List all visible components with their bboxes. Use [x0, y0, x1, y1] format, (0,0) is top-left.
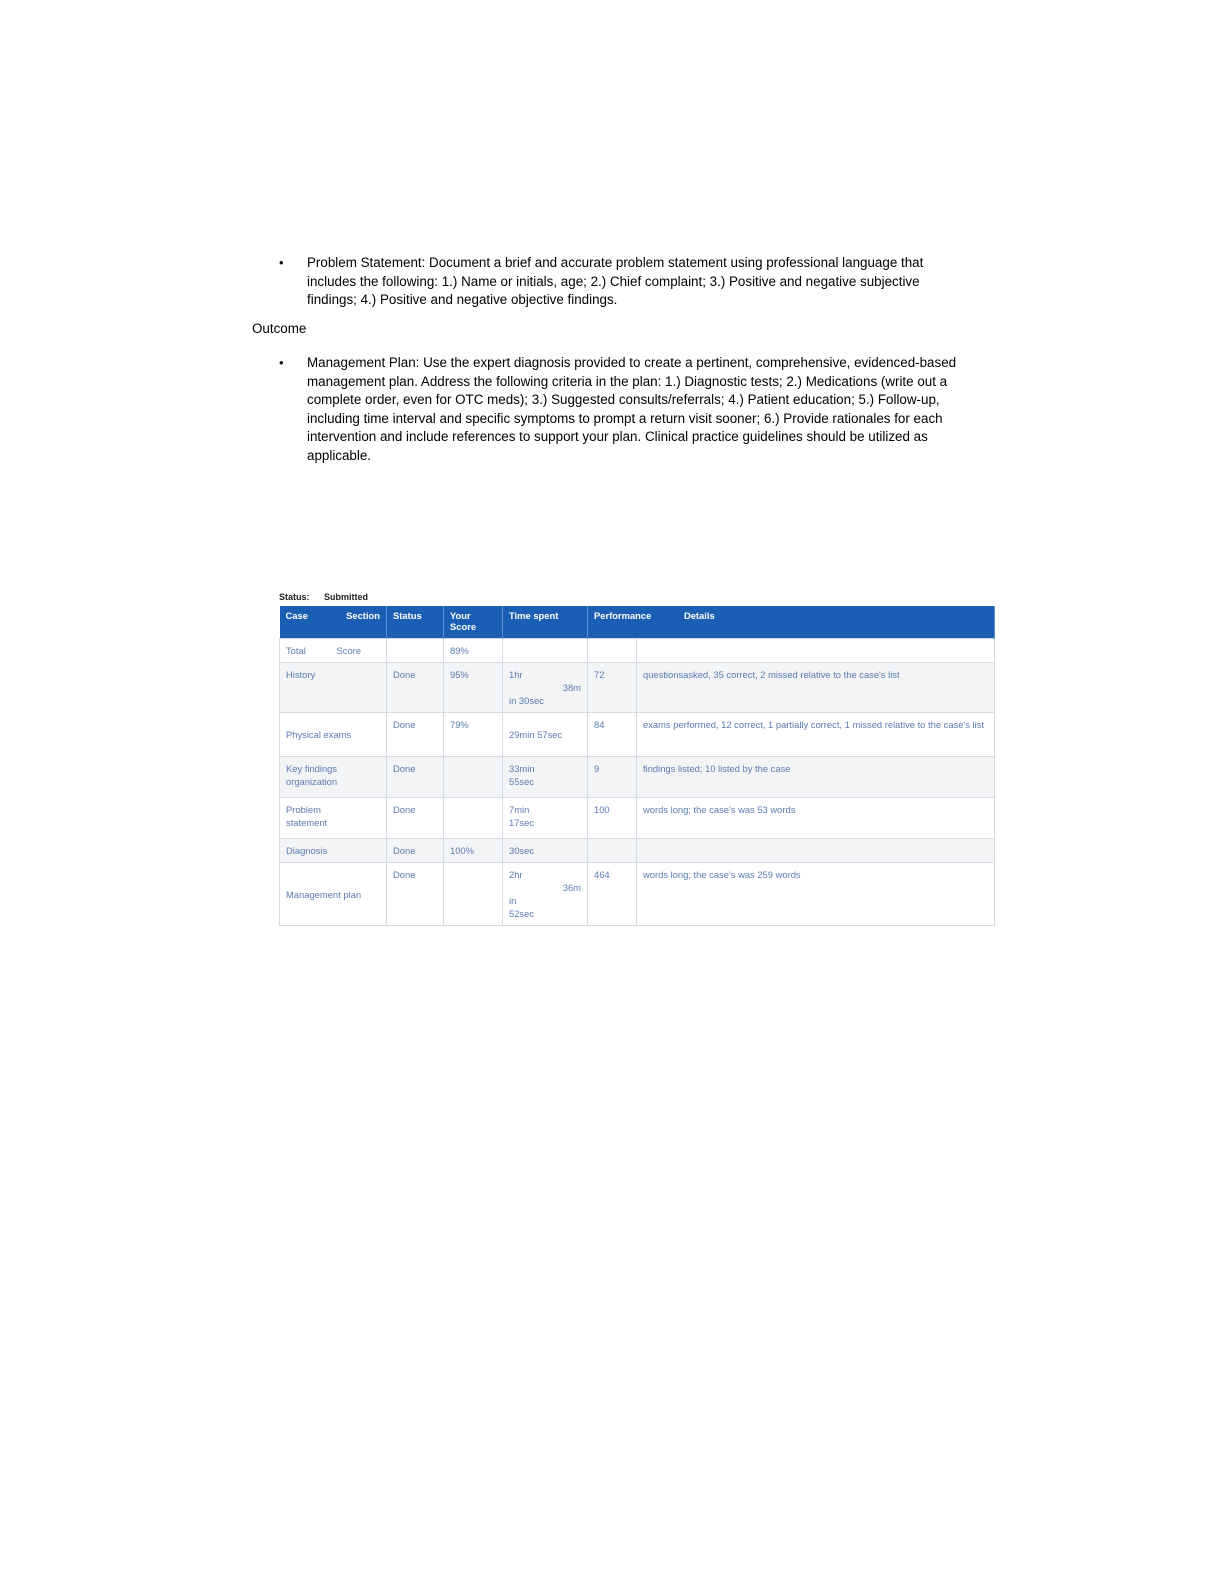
cell-score: 100%: [444, 839, 503, 863]
cell-status: Done: [387, 839, 444, 863]
header-status: Status: [387, 606, 444, 639]
cell-score: [444, 798, 503, 839]
cell-time: 30sec: [503, 839, 588, 863]
bullet-icon: •: [279, 355, 284, 370]
status-line: [279, 592, 368, 602]
cell-details: findings listed; 10 listed by the case: [637, 757, 995, 798]
header-performance: Performance: [594, 610, 652, 621]
cell-score: 89%: [444, 639, 503, 663]
table-header-row: [280, 606, 995, 639]
table-row-problem-statement: [280, 798, 995, 839]
bullet-text: Problem Statement: Document a brief and accurate problem statement using professional language that includes the following: 1.) Name or initials, age; 2.) Chief complaint; 3.) Positive and negative subjective findings; 4.) Positive and negative objective findings.: [307, 255, 924, 308]
table-row-management-plan: [280, 863, 995, 926]
bullet-text: Management Plan: Use the expert diagnosis provided to create a pertinent, comprehensive, evidenced-based management plan. Address the following criteria in the plan: 1.) Diagnostic tests; 2.) Medications (write out a complete order, even for OTC meds); 3.) Suggested consults/referrals; 4.) Patient education; 5.) Follow-up, including time interval and specific symptoms to prompt a return visit sooner; 6.) Provide rationales for each intervention and include references to support your plan. Clinical practice guidelines should be utilized as applicable.: [307, 355, 957, 463]
cell-section: History: [280, 663, 387, 713]
cell-status: Done: [387, 713, 444, 757]
section-heading-outcome: Outcome: [252, 321, 307, 336]
status-label: Status:: [279, 592, 310, 602]
cell-time: 1hr 38m in 30sec: [503, 663, 588, 713]
header-score: Your Score: [444, 606, 503, 639]
cell-time: 29min 57sec: [503, 713, 588, 757]
results-table: [279, 606, 995, 926]
cell-performance: 9: [588, 757, 637, 798]
cell-performance: 464: [588, 863, 637, 926]
cell-section: Diagnosis: [280, 839, 387, 863]
cell-score: 79%: [444, 713, 503, 757]
cell-details: [637, 639, 995, 663]
header-case-section: [280, 606, 387, 639]
cell-details: words long; the case's was 259 words: [637, 863, 995, 926]
cell-time: 2hr 36m in 52sec: [503, 863, 588, 926]
table-row-key-findings: [280, 757, 995, 798]
cell-performance: 84: [588, 713, 637, 757]
bullet-icon: •: [279, 255, 284, 270]
cell-status: [387, 639, 444, 663]
table-row-history: [280, 663, 995, 713]
cell-time: 7min 17sec: [503, 798, 588, 839]
cell-performance: [588, 839, 637, 863]
cell-status: Done: [387, 798, 444, 839]
header-details: Details: [683, 610, 715, 621]
cell-time: [503, 639, 588, 663]
cell-section: Management plan: [280, 863, 387, 926]
cell-time: 33min 55sec: [503, 757, 588, 798]
cell-details: words long; the case's was 53 words: [637, 798, 995, 839]
table-row-physical-exams: [280, 713, 995, 757]
table-row-diagnosis: [280, 839, 995, 863]
header-case: Case: [285, 610, 308, 621]
cell-section: Physical exams: [280, 713, 387, 757]
cell-score: [444, 863, 503, 926]
cell-status: Done: [387, 663, 444, 713]
cell-performance: 100: [588, 798, 637, 839]
header-section: Section: [346, 610, 380, 621]
cell-score: [444, 757, 503, 798]
cell-details: [637, 839, 995, 863]
cell-performance: [588, 639, 637, 663]
cell-performance: 72: [588, 663, 637, 713]
cell-score: 95%: [444, 663, 503, 713]
header-performance-details: [588, 606, 995, 639]
cell-details: exams performed, 12 correct, 1 partially correct, 1 missed relative to the case's list: [637, 713, 995, 757]
cell-section: Key findings organization: [280, 757, 387, 798]
cell-status: Done: [387, 863, 444, 926]
header-time: Time spent: [503, 606, 588, 639]
cell-details: questionsasked, 35 correct, 2 missed relative to the case's list: [637, 663, 995, 713]
cell-status: Done: [387, 757, 444, 798]
cell-section: Problem statement: [280, 798, 387, 839]
status-value: Submitted: [324, 592, 369, 602]
table-row-total: [280, 639, 995, 663]
bullet-item-problem-statement: [279, 254, 969, 310]
bullet-item-management-plan: [279, 354, 969, 466]
cell-section: Total Score: [280, 639, 387, 663]
